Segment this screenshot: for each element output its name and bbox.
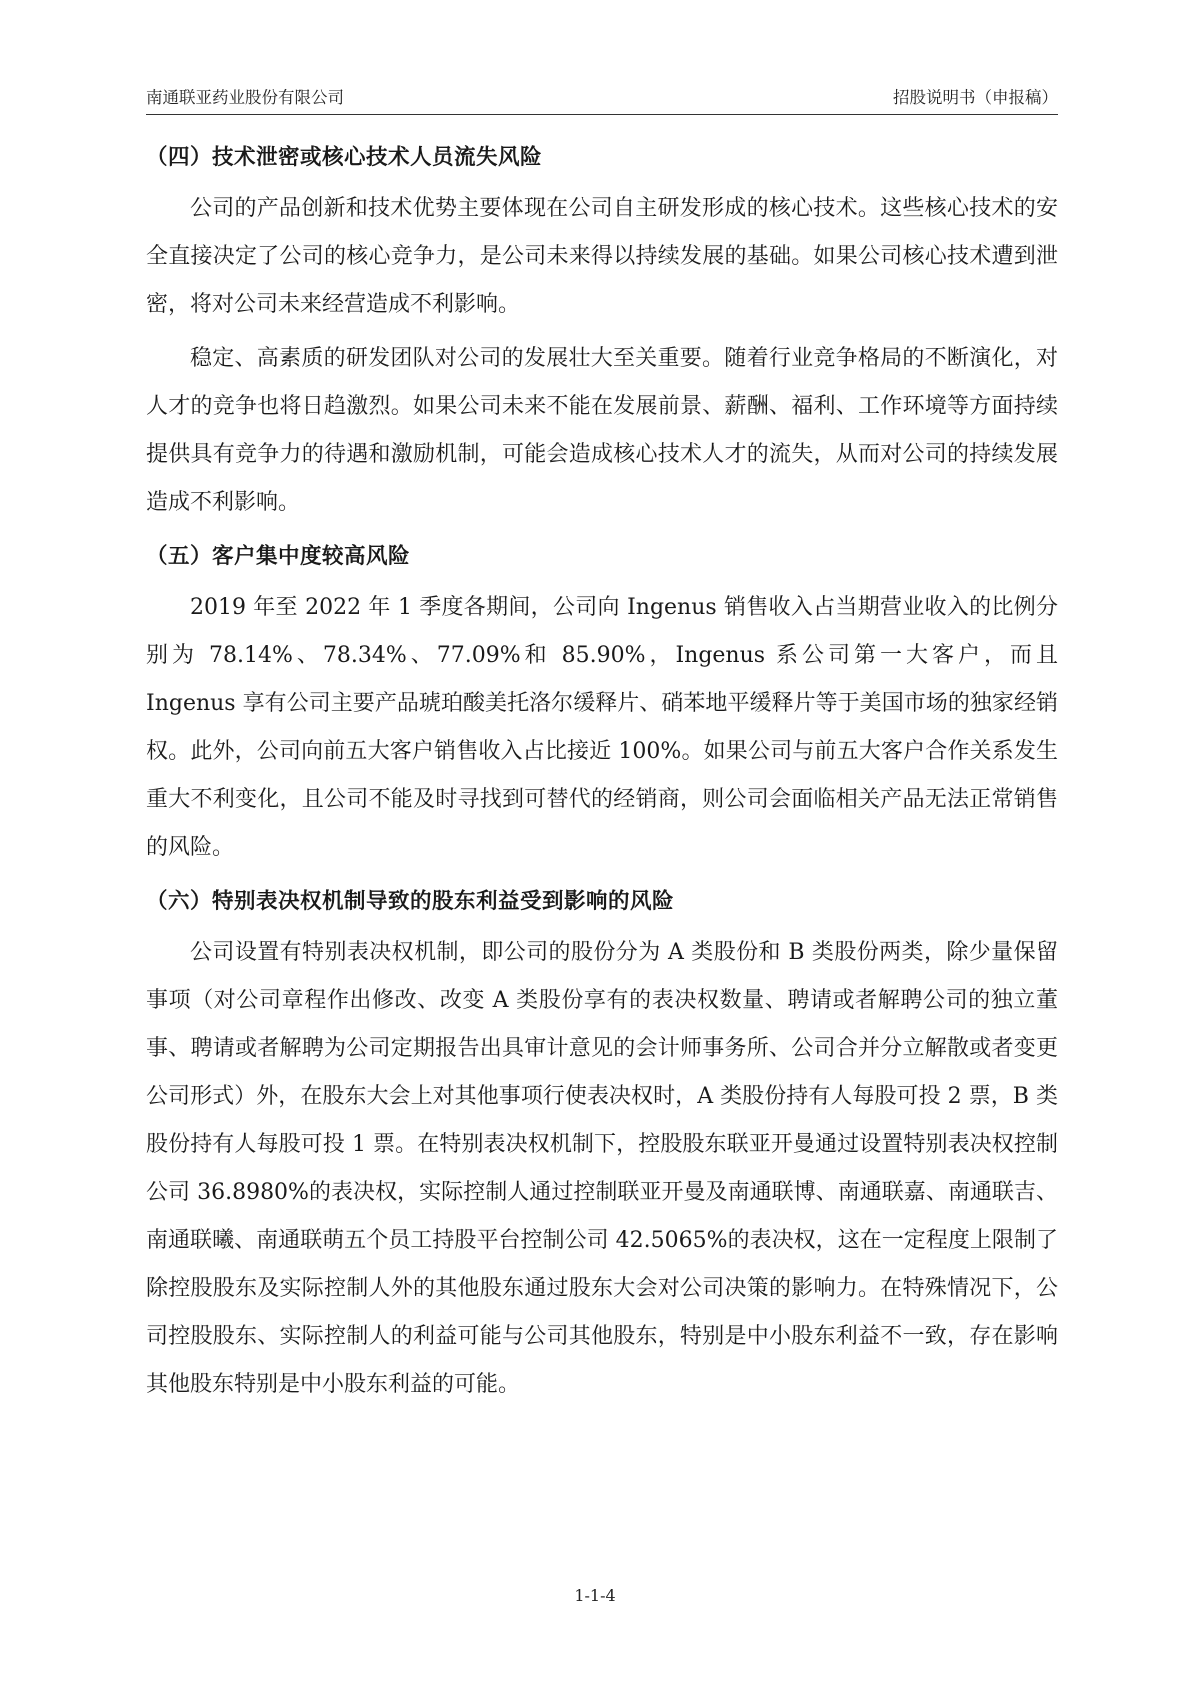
section-heading-special-voting: （六）特别表决权机制导致的股东利益受到影响的风险 [146,889,675,914]
document-title: 招股说明书（申报稿） [893,88,1058,107]
section-heading-customer-concentration: （五）客户集中度较高风险 [146,544,411,569]
paragraph: 2019 年至 2022 年 1 季度各期间，公司向 Ingenus 销售收入占当期营业收入的比例分别为 78.14%、78.34%、77.09%和 85.90%，Ingenus 系公司第一大客户，而且 Ingenus 享有公司主要产品琥珀酸美托洛尔缓释片、硝苯地平缓释片等于美国市场的独家经销权。此外，公司向前五大客户销售收入占比接近 100%。如果公司与前五大客户合作关系发生重大不利变化，且公司不能及时寻找到可替代的经销商，则公司会面临相关产品无法正常销售的风险。 [146,595,1058,860]
company-name: 南通联亚药业股份有限公司 [146,88,344,107]
page-content [146,140,1058,1409]
paragraph: 公司的产品创新和技术优势主要体现在公司自主研发形成的核心技术。这些核心技术的安全直接决定了公司的核心竞争力，是公司未来得以持续发展的基础。如果公司核心技术遭到泄密，将对公司未来经营造成不利影响。 [146,196,1058,317]
paragraph: 公司设置有特别表决权机制，即公司的股份分为 A 类股份和 B 类股份两类，除少量保留事项（对公司章程作出修改、改变 A 类股份享有的表决权数量、聘请或者解聘公司的独立董事、聘请或者解聘为公司定期报告出具审计意见的会计师事务所、公司合并分立解散或者变更公司形式）外，在股东大会上对其他事项行使表决权时，A 类股份持有人每股可投 2 票，B 类股份持有人每股可投 1 票。在特别表决权机制下，控股股东联亚开曼通过设置特别表决权控制公司 36.8980%的表决权，实际控制人通过控制联亚开曼及南通联博、南通联嘉、南通联吉、南通联曦、南通联萌五个员工持股平台控制公司 42.5065%的表决权，这在一定程度上限制了除控股股东及实际控制人外的其他股东通过股东大会对公司决策的影响力。在特殊情况下，公司控股股东、实际控制人的利益可能与公司其他股东，特别是中小股东利益不一致，存在影响其他股东特别是中小股东利益的可能。 [146,940,1058,1397]
page-header [146,84,1058,115]
page-number: 1-1-4 [574,1586,616,1605]
paragraph: 稳定、高素质的研发团队对公司的发展壮大至关重要。随着行业竞争格局的不断演化，对人才的竞争也将日趋激烈。如果公司未来不能在发展前景、薪酬、福利、工作环境等方面持续提供具有竞争力的待遇和激励机制，可能会造成核心技术人才的流失，从而对公司的持续发展造成不利影响。 [146,346,1058,515]
section-heading-tech-leak: （四）技术泄密或核心技术人员流失风险 [146,145,543,170]
